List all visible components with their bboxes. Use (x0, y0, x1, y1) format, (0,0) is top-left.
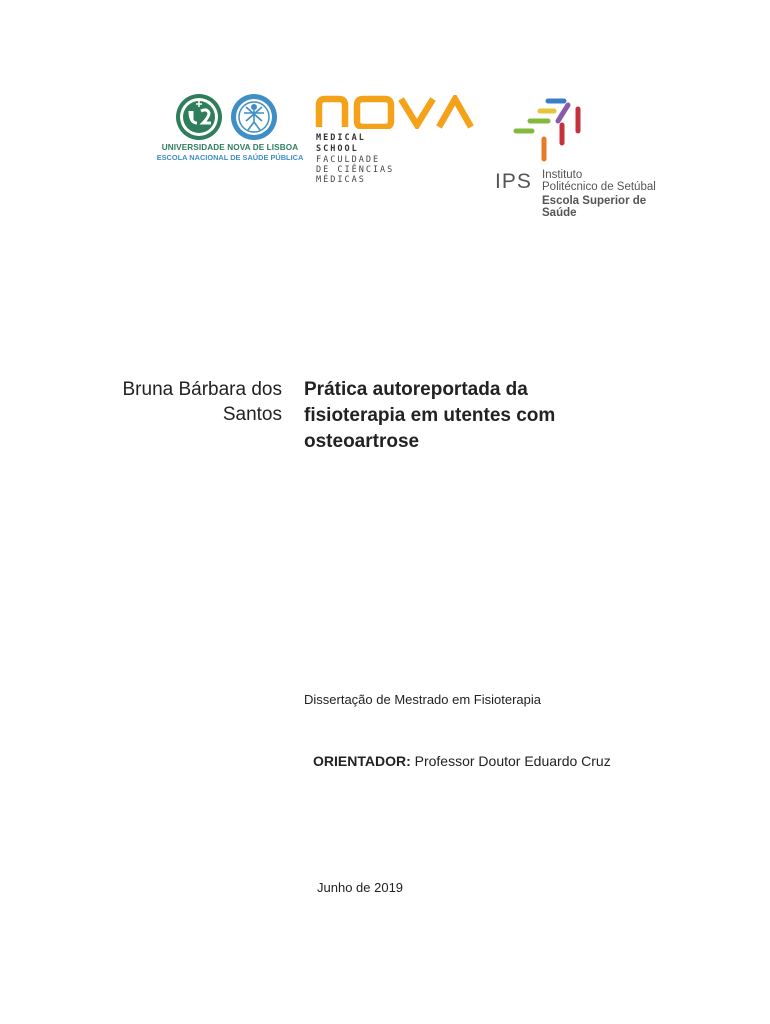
nova-line-medical: MEDICAL (316, 133, 366, 143)
degree-text: Dissertação de Mestrado em Fisioterapia (304, 692, 541, 707)
ips-logo (495, 95, 670, 225)
unl-name: UNIVERSIDADE NOVA DE LISBOA (161, 143, 299, 152)
unl-ensp-emblem-icon (170, 93, 290, 141)
ips-institute-name (542, 169, 656, 193)
nova-line-ciencias: DE CIÊNCIAS (316, 165, 395, 175)
ips-acronym: IPS (495, 170, 532, 193)
ips-name-line2: Politécnico de Setúbal (542, 181, 656, 193)
title-line2: fisioterapia em utentes com (304, 405, 556, 426)
ips-name-line1: Instituto (542, 169, 583, 181)
advisor-name: Professor Doutor Eduardo Cruz (414, 753, 611, 769)
nova-line-faculdade: FACULDADE (316, 155, 381, 165)
nova-medical-school-logo (315, 95, 475, 185)
ips-school-line2: Saúde (542, 207, 577, 219)
nova-line-medicas: MÉDICAS (316, 175, 366, 185)
title-line1: Prática autoreportada da (304, 379, 528, 400)
ips-emblem-icon (510, 95, 585, 167)
title-line3: osteoartrose (304, 431, 420, 452)
ips-school-name (542, 195, 646, 219)
thesis-title (304, 377, 624, 455)
advisor-line (313, 753, 611, 769)
submission-date: Junho de 2019 (317, 880, 404, 895)
nova-wordmark-icon (315, 95, 475, 129)
ips-school-line1: Escola Superior de (542, 195, 647, 207)
author-line1: Bruna Bárbara dos (122, 379, 282, 400)
nova-line-school: SCHOOL (316, 144, 359, 154)
advisor-label: ORIENTADOR: (313, 753, 411, 769)
author-name (123, 377, 283, 427)
author-line2: Santos (222, 404, 282, 425)
unl-ensp-logo (150, 93, 310, 168)
ensp-name: ESCOLA NACIONAL DE SAÚDE PÚBLICA (156, 153, 304, 162)
